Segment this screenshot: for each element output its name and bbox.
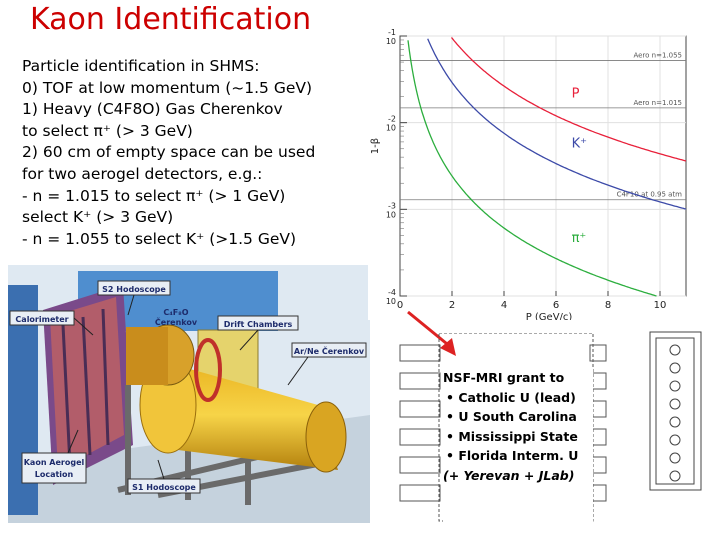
label-text: S1 Hodoscope (132, 483, 196, 492)
x-tick-label: 0 (396, 300, 404, 311)
pmt-array-drawing (648, 330, 703, 492)
x-tick-label: 8 (604, 300, 612, 311)
threshold-label: Aero n=1.015 (633, 98, 682, 107)
mri-item: (+ Yerevan + JLab) (443, 467, 575, 483)
mri-grant-text (443, 368, 593, 485)
y-axis-label: 1-β (370, 137, 381, 155)
label-s1-hodoscope (128, 479, 200, 493)
y-tick-label: -2 (388, 114, 396, 124)
x-tick-label: 2 (448, 300, 456, 311)
label-text: Čerenkov (154, 318, 198, 327)
label-text: S2 Hodoscope (102, 285, 166, 294)
mri-item: • U South Carolina (446, 409, 577, 424)
heavy-gas-cerenkov-tank (126, 325, 194, 385)
y-tick-label: -4 (388, 288, 396, 297)
mri-item: • Catholic U (lead) (446, 389, 576, 405)
series-label: P (571, 86, 580, 102)
body-line: - n = 1.055 to select K⁺ (>1.5 GeV) (22, 229, 297, 248)
detector-drawing (8, 265, 370, 523)
threshold-label: C4F10 at 0.95 atm (616, 190, 682, 199)
plot-frame (400, 36, 686, 296)
label-text: Kaon Aerogel (23, 458, 85, 467)
threshold-label: Aero n=1.055 (633, 51, 682, 60)
mri-item: • Florida Interm. U (446, 448, 579, 463)
label-text: C₄F₈O (163, 308, 189, 317)
slide-title: Kaon Identification (30, 2, 312, 37)
body-line: - n = 1.015 to select π⁺ (> 1 GeV) (22, 186, 286, 205)
body-line: to select π⁺ (> 3 GeV) (22, 121, 193, 140)
label-text: Ar/Ne Čerenkov (293, 347, 365, 356)
chart-svg (368, 14, 690, 320)
y-tick-base: 10 (385, 210, 396, 220)
series-label: π⁺ (571, 230, 587, 246)
body-line: 1) Heavy (C4F8O) Gas Cherenkov (22, 100, 283, 119)
y-tick-base: 10 (385, 123, 396, 133)
label-text: Drift Chambers (223, 320, 293, 329)
label-text: Location (34, 470, 74, 479)
detector-illustration (8, 265, 370, 523)
y-tick-base: 10 (385, 37, 396, 46)
body-line: Particle identification in SHMS: (22, 57, 260, 75)
body-line: for two aerogel detectors, e.g.: (22, 164, 263, 183)
pmt-array-svg (648, 330, 703, 492)
y-tick-label: -1 (388, 28, 396, 37)
series-label: K⁺ (571, 136, 587, 152)
body-text (22, 56, 367, 250)
label-kaon-aerogel (22, 453, 86, 483)
x-tick-label: 4 (500, 300, 508, 311)
mri-grant-box (443, 368, 593, 528)
body-line: 0) TOF at low momentum (~1.5 GeV) (22, 78, 313, 97)
label-calorimeter (10, 311, 74, 325)
mri-title: NSF-MRI grant to (443, 370, 565, 385)
body-line: 2) 60 cm of empty space can be used (22, 143, 316, 162)
body-line: select K⁺ (> 3 GeV) (22, 208, 174, 227)
mri-item: • Mississippi State (446, 428, 578, 444)
beta-vs-momentum-chart (368, 14, 690, 320)
x-tick-label: 6 (552, 300, 560, 311)
label-drift-chambers (218, 316, 298, 330)
x-axis-label: P (GeV/c) (525, 312, 573, 320)
label-s2-hodoscope (98, 281, 170, 295)
x-tick-label: 10 (653, 300, 667, 311)
label-ar-ne-cerenkov (292, 343, 366, 357)
y-tick-base: 10 (385, 297, 396, 306)
y-tick-label: -3 (388, 201, 396, 211)
label-text: Calorimeter (15, 315, 69, 324)
